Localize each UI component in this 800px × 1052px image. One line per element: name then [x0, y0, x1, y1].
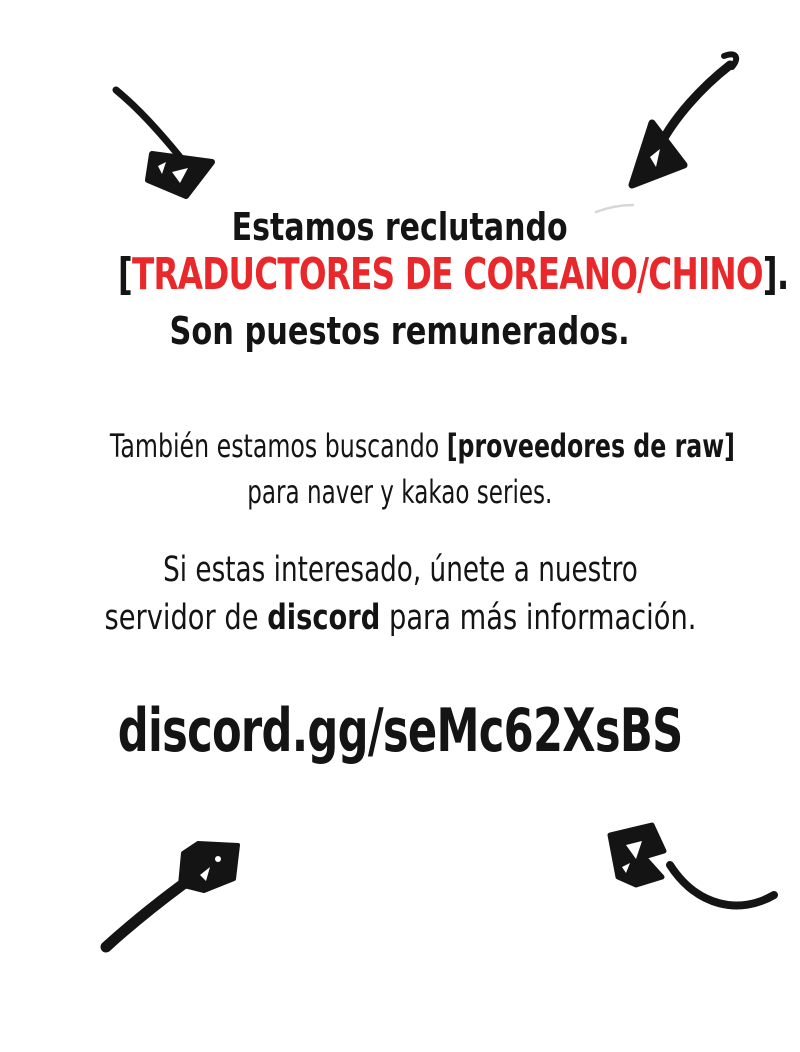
recruiting-heading-text: Estamos reclutando — [232, 205, 568, 249]
cta-line-2-suffix: para más información. — [379, 598, 696, 638]
cta-line-1 — [0, 552, 800, 589]
discord-url-line — [0, 696, 800, 766]
recruiting-heading — [0, 205, 800, 249]
raw-providers-prefix: También estamos buscando — [109, 427, 447, 465]
arrow-down-right-icon — [100, 82, 225, 200]
cta-line-1-text: Si estas interesado, únete a nuestro — [162, 550, 638, 590]
arrow-up-right-icon — [88, 835, 248, 955]
role-highlight-line — [0, 249, 800, 300]
paid-note-text: Son puestos remunerados. — [169, 309, 631, 353]
raw-providers-detail-line — [0, 473, 800, 511]
paid-note-line — [0, 309, 800, 353]
cta-discord-word: discord — [266, 598, 380, 638]
discord-url-text: discord.gg/seMc62XsBS — [117, 696, 683, 766]
role-bracket-close: ]. — [762, 249, 789, 300]
cta-line-2-prefix: servidor de — [104, 598, 267, 638]
cta-line-2 — [0, 600, 800, 637]
role-highlight-text: TRADUCTORES DE COREANO/CHINO — [131, 249, 763, 300]
role-bracket-open: [ — [117, 249, 132, 300]
arrow-down-left-icon — [620, 45, 750, 195]
raw-providers-line — [0, 427, 800, 465]
arrow-left-curved-icon — [602, 815, 782, 920]
raw-providers-highlight: [proveedores de raw] — [446, 427, 735, 465]
raw-providers-detail-text: para naver y kakao series. — [247, 473, 553, 511]
